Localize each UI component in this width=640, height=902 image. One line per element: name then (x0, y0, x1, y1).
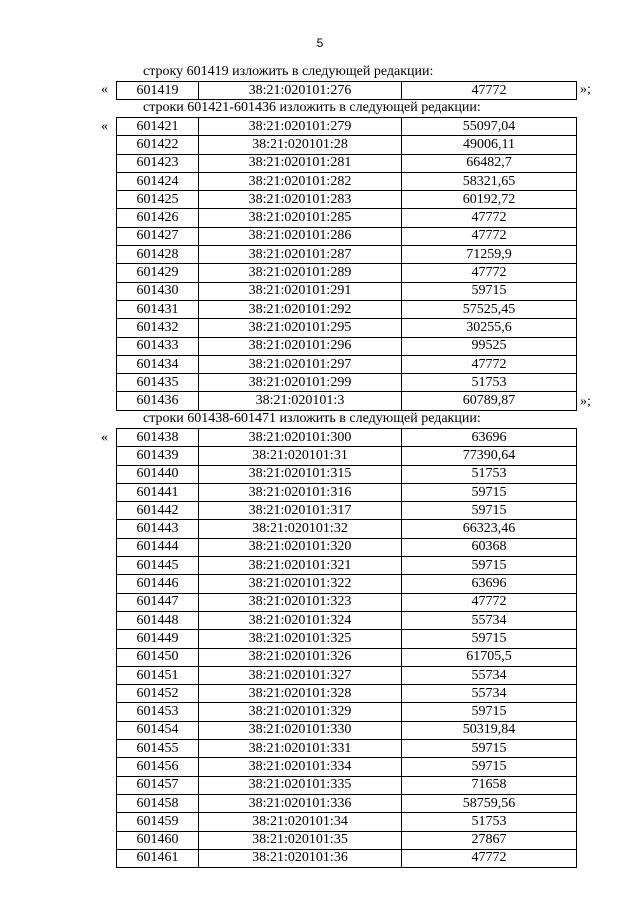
value-cell: 47772 (402, 82, 577, 100)
value-cell: 59715 (402, 557, 577, 575)
data-table (116, 81, 577, 100)
row-number-cell: 601451 (117, 666, 199, 684)
table-row (117, 758, 577, 776)
row-number-cell: 601443 (117, 520, 199, 538)
cadastral-number-cell: 38:21:020101:336 (199, 794, 402, 812)
row-number-cell: 601447 (117, 593, 199, 611)
table-row (117, 520, 577, 538)
table-row (117, 355, 577, 373)
value-cell: 60192,72 (402, 191, 577, 209)
table-row (117, 246, 577, 264)
table-row (117, 593, 577, 611)
row-number-cell: 601426 (117, 209, 199, 227)
value-cell: 47772 (402, 264, 577, 282)
row-number-cell: 601419 (117, 82, 199, 100)
cadastral-number-cell: 38:21:020101:291 (199, 282, 402, 300)
row-number-cell: 601433 (117, 337, 199, 355)
row-number-cell: 601452 (117, 685, 199, 703)
table-row (117, 483, 577, 501)
value-cell: 59715 (402, 740, 577, 758)
table-row (117, 648, 577, 666)
value-cell: 71259,9 (402, 246, 577, 264)
section-heading: строку 601419 изложить в следующей редакции: (143, 64, 434, 79)
cadastral-number-cell: 38:21:020101:316 (199, 483, 402, 501)
cadastral-number-cell: 38:21:020101:324 (199, 611, 402, 629)
table-row (117, 191, 577, 209)
cadastral-number-cell: 38:21:020101:299 (199, 374, 402, 392)
table-row (117, 282, 577, 300)
row-number-cell: 601449 (117, 630, 199, 648)
section-heading: строки 601438-601471 изложить в следующей редакции: (143, 411, 481, 426)
cadastral-number-cell: 38:21:020101:326 (199, 648, 402, 666)
row-number-cell: 601429 (117, 264, 199, 282)
row-number-cell: 601440 (117, 465, 199, 483)
cadastral-number-cell: 38:21:020101:325 (199, 630, 402, 648)
table-row (117, 685, 577, 703)
value-cell: 59715 (402, 282, 577, 300)
table-row (117, 740, 577, 758)
value-cell: 59715 (402, 483, 577, 501)
table-row (117, 429, 577, 447)
cadastral-number-cell: 38:21:020101:322 (199, 575, 402, 593)
row-number-cell: 601423 (117, 154, 199, 172)
cadastral-number-cell: 38:21:020101:296 (199, 337, 402, 355)
row-number-cell: 601435 (117, 374, 199, 392)
row-number-cell: 601439 (117, 447, 199, 465)
cadastral-number-cell: 38:21:020101:289 (199, 264, 402, 282)
value-cell: 49006,11 (402, 136, 577, 154)
table-row (117, 300, 577, 318)
row-number-cell: 601425 (117, 191, 199, 209)
row-number-cell: 601421 (117, 118, 199, 136)
value-cell: 63696 (402, 429, 577, 447)
cadastral-number-cell: 38:21:020101:297 (199, 355, 402, 373)
value-cell: 77390,64 (402, 447, 577, 465)
value-cell: 51753 (402, 465, 577, 483)
row-number-cell: 601428 (117, 246, 199, 264)
table-row (117, 813, 577, 831)
cadastral-number-cell: 38:21:020101:323 (199, 593, 402, 611)
cadastral-number-cell: 38:21:020101:287 (199, 246, 402, 264)
table-row (117, 575, 577, 593)
cadastral-number-cell: 38:21:020101:283 (199, 191, 402, 209)
cadastral-number-cell: 38:21:020101:32 (199, 520, 402, 538)
value-cell: 55097,04 (402, 118, 577, 136)
table-row (117, 209, 577, 227)
cadastral-number-cell: 38:21:020101:286 (199, 227, 402, 245)
cadastral-number-cell: 38:21:020101:285 (199, 209, 402, 227)
table-row (117, 703, 577, 721)
table-row (117, 776, 577, 794)
row-number-cell: 601434 (117, 355, 199, 373)
table-row (117, 666, 577, 684)
cadastral-number-cell: 38:21:020101:28 (199, 136, 402, 154)
cadastral-number-cell: 38:21:020101:295 (199, 319, 402, 337)
value-cell: 60368 (402, 538, 577, 556)
table-row (117, 154, 577, 172)
value-cell: 47772 (402, 593, 577, 611)
value-cell: 71658 (402, 776, 577, 794)
value-cell: 55734 (402, 666, 577, 684)
value-cell: 58759,56 (402, 794, 577, 812)
row-number-cell: 601448 (117, 611, 199, 629)
open-quote: « (101, 82, 108, 97)
row-number-cell: 601457 (117, 776, 199, 794)
cadastral-number-cell: 38:21:020101:329 (199, 703, 402, 721)
value-cell: 57525,45 (402, 300, 577, 318)
row-number-cell: 601446 (117, 575, 199, 593)
table-row (117, 538, 577, 556)
cadastral-number-cell: 38:21:020101:327 (199, 666, 402, 684)
table-row (117, 502, 577, 520)
row-number-cell: 601432 (117, 319, 199, 337)
cadastral-number-cell: 38:21:020101:315 (199, 465, 402, 483)
section-heading: строки 601421-601436 изложить в следующей редакции: (143, 100, 481, 115)
cadastral-number-cell: 38:21:020101:281 (199, 154, 402, 172)
value-cell: 59715 (402, 703, 577, 721)
value-cell: 59715 (402, 758, 577, 776)
value-cell: 66482,7 (402, 154, 577, 172)
table-row (117, 392, 577, 410)
table-row (117, 630, 577, 648)
table-row (117, 721, 577, 739)
cadastral-number-cell: 38:21:020101:330 (199, 721, 402, 739)
table-row (117, 447, 577, 465)
value-cell: 58321,65 (402, 172, 577, 190)
row-number-cell: 601422 (117, 136, 199, 154)
value-cell: 30255,6 (402, 319, 577, 337)
value-cell: 99525 (402, 337, 577, 355)
value-cell: 47772 (402, 227, 577, 245)
cadastral-number-cell: 38:21:020101:300 (199, 429, 402, 447)
page-number: 5 (316, 36, 324, 50)
table-row (117, 118, 577, 136)
cadastral-number-cell: 38:21:020101:317 (199, 502, 402, 520)
table-row (117, 831, 577, 849)
row-number-cell: 601441 (117, 483, 199, 501)
value-cell: 51753 (402, 813, 577, 831)
cadastral-number-cell: 38:21:020101:31 (199, 447, 402, 465)
table-row (117, 374, 577, 392)
row-number-cell: 601442 (117, 502, 199, 520)
cadastral-number-cell: 38:21:020101:34 (199, 813, 402, 831)
table-row (117, 264, 577, 282)
row-number-cell: 601445 (117, 557, 199, 575)
value-cell: 61705,5 (402, 648, 577, 666)
value-cell: 27867 (402, 831, 577, 849)
cadastral-number-cell: 38:21:020101:334 (199, 758, 402, 776)
cadastral-number-cell: 38:21:020101:36 (199, 849, 402, 867)
row-number-cell: 601453 (117, 703, 199, 721)
value-cell: 59715 (402, 502, 577, 520)
value-cell: 63696 (402, 575, 577, 593)
table-row (117, 557, 577, 575)
row-number-cell: 601438 (117, 429, 199, 447)
value-cell: 55734 (402, 685, 577, 703)
table-row (117, 319, 577, 337)
table-row (117, 794, 577, 812)
open-quote: « (101, 119, 108, 134)
cadastral-number-cell: 38:21:020101:282 (199, 172, 402, 190)
row-number-cell: 601427 (117, 227, 199, 245)
row-number-cell: 601459 (117, 813, 199, 831)
cadastral-number-cell: 38:21:020101:335 (199, 776, 402, 794)
row-number-cell: 601444 (117, 538, 199, 556)
cadastral-number-cell: 38:21:020101:292 (199, 300, 402, 318)
cadastral-number-cell: 38:21:020101:3 (199, 392, 402, 410)
table-row (117, 172, 577, 190)
value-cell: 47772 (402, 849, 577, 867)
open-quote: « (101, 430, 108, 445)
cadastral-number-cell: 38:21:020101:320 (199, 538, 402, 556)
value-cell: 60789,87 (402, 392, 577, 410)
cadastral-number-cell: 38:21:020101:276 (199, 82, 402, 100)
row-number-cell: 601460 (117, 831, 199, 849)
data-table (116, 117, 577, 411)
value-cell: 47772 (402, 209, 577, 227)
row-number-cell: 601456 (117, 758, 199, 776)
value-cell: 51753 (402, 374, 577, 392)
table-row (117, 611, 577, 629)
data-table (116, 428, 577, 868)
cadastral-number-cell: 38:21:020101:279 (199, 118, 402, 136)
row-number-cell: 601431 (117, 300, 199, 318)
value-cell: 59715 (402, 630, 577, 648)
cadastral-number-cell: 38:21:020101:321 (199, 557, 402, 575)
table-row (117, 337, 577, 355)
close-quote: »; (580, 394, 591, 409)
table-row (117, 227, 577, 245)
row-number-cell: 601450 (117, 648, 199, 666)
row-number-cell: 601430 (117, 282, 199, 300)
cadastral-number-cell: 38:21:020101:35 (199, 831, 402, 849)
close-quote: »; (580, 82, 591, 97)
row-number-cell: 601458 (117, 794, 199, 812)
value-cell: 47772 (402, 355, 577, 373)
cadastral-number-cell: 38:21:020101:331 (199, 740, 402, 758)
table-row (117, 136, 577, 154)
value-cell: 55734 (402, 611, 577, 629)
row-number-cell: 601461 (117, 849, 199, 867)
row-number-cell: 601424 (117, 172, 199, 190)
row-number-cell: 601454 (117, 721, 199, 739)
table-row (117, 849, 577, 867)
table-row (117, 82, 577, 100)
value-cell: 50319,84 (402, 721, 577, 739)
cadastral-number-cell: 38:21:020101:328 (199, 685, 402, 703)
table-row (117, 465, 577, 483)
row-number-cell: 601436 (117, 392, 199, 410)
value-cell: 66323,46 (402, 520, 577, 538)
row-number-cell: 601455 (117, 740, 199, 758)
